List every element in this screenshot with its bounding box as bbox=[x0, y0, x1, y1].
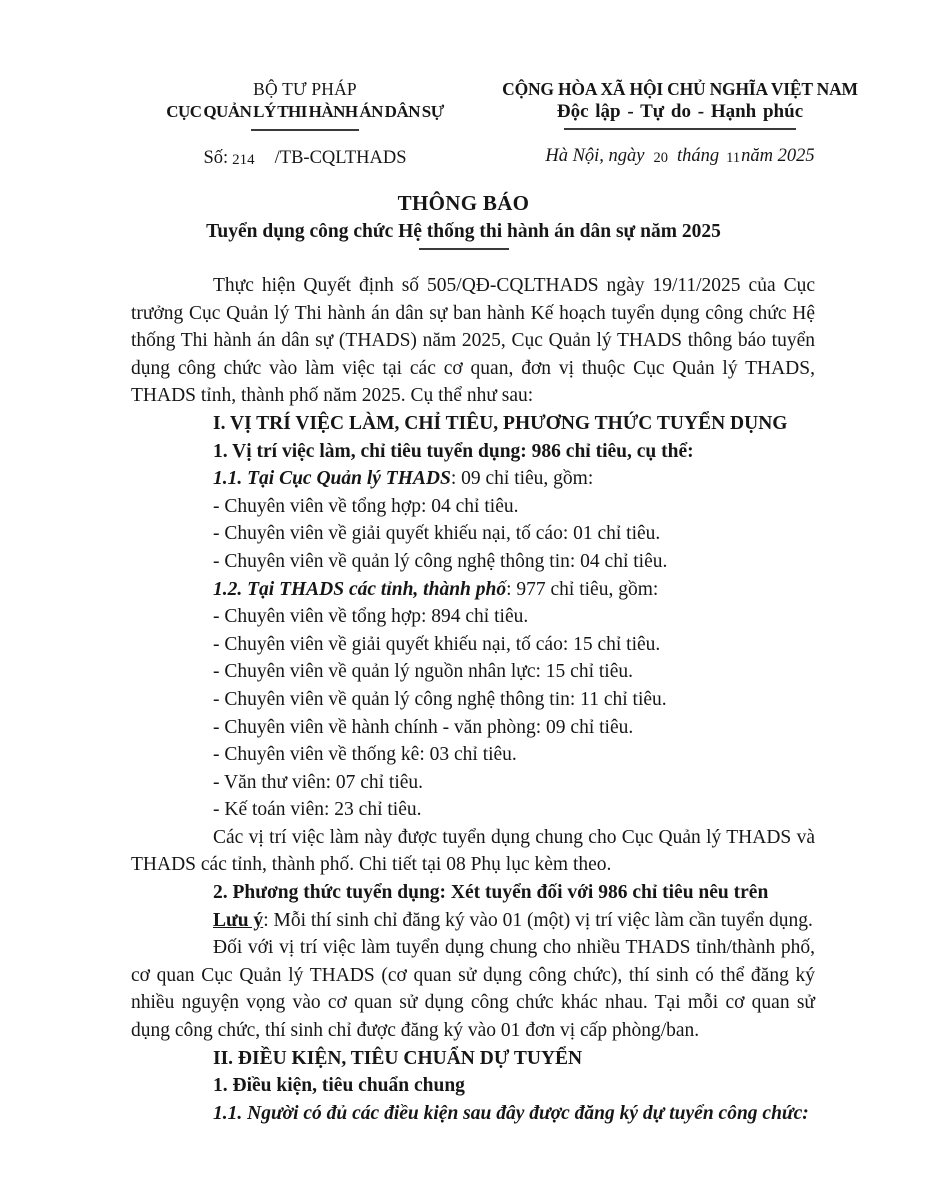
section-1-heading: I. VỊ TRÍ VIỆC LÀM, CHỈ TIÊU, PHƯƠNG THỨC TUYỂN DỤNG bbox=[213, 412, 788, 434]
quota-item: - Chuyên viên về hành chính - văn phòng: 09 chỉ tiêu. bbox=[213, 716, 634, 738]
title-separator bbox=[419, 248, 509, 250]
section-1-point-2-heading: 2. Phương thức tuyển dụng: Xét tuyển đối với 986 chỉ tiêu nêu trên bbox=[213, 882, 769, 904]
quota-item: - Chuyên viên về quản lý công nghệ thông tin: 04 chỉ tiêu. bbox=[213, 550, 668, 572]
note-paragraph bbox=[131, 907, 815, 935]
date-year: năm 2025 bbox=[741, 146, 815, 166]
national-header-block bbox=[480, 78, 880, 169]
doc-number-label: Số: bbox=[203, 148, 229, 168]
quota-item: - Chuyên viên về thống kê: 03 chỉ tiêu. bbox=[213, 744, 517, 766]
quota-item: - Kế toán viên: 23 chỉ tiêu. bbox=[213, 799, 422, 821]
notice-title: THÔNG BÁO bbox=[397, 191, 530, 215]
quota-item: - Chuyên viên về tổng hợp: 894 chỉ tiêu. bbox=[213, 606, 529, 628]
section-2-heading: II. ĐIỀU KIỆN, TIÊU CHUẨN DỰ TUYỂN bbox=[213, 1047, 583, 1069]
national-title: CỘNG HÒA XÃ HỘI CHỦ NGHĨA VIỆT NAM bbox=[502, 79, 858, 99]
date-prefix: Hà Nội, ngày bbox=[545, 146, 645, 166]
issuing-agency-block bbox=[135, 78, 475, 169]
subsection-1-2-label: 1.2. Tại THADS các tỉnh, thành phố bbox=[213, 578, 507, 600]
doc-number-suffix: /TB-CQLTHADS bbox=[274, 148, 407, 168]
quota-item: - Chuyên viên về quản lý công nghệ thông tin: 11 chỉ tiêu. bbox=[213, 688, 667, 710]
notice-subtitle: Tuyển dụng công chức Hệ thống thi hành án dân sự năm 2025 bbox=[206, 221, 721, 242]
subsection-1-1-label: 1.1. Tại Cục Quản lý THADS bbox=[213, 468, 451, 490]
agency-underline bbox=[251, 129, 359, 131]
multi-wish-paragraph: Đối với vị trí việc làm tuyển dụng chung cho nhiều THADS tỉnh/thành phố, cơ quan Cục Quản lý THADS (cơ quan sử dụng công chức), thí sinh có thể đăng ký nhiều nguyện vọng vào cơ quan sử dụng công chức khác nhau. Tại mỗi cơ quan sử dụng công chức, thí sinh chỉ được đăng ký vào 01 đơn vị cấp phòng/ban. bbox=[131, 937, 815, 1042]
national-motto: Độc lập - Tự do - Hạnh phúc bbox=[556, 101, 804, 122]
motto-underline bbox=[564, 128, 796, 130]
note-label: Lưu ý bbox=[213, 909, 264, 931]
agency-name: CỤC QUẢN LÝ THI HÀNH ÁN DÂN SỰ bbox=[166, 102, 444, 121]
ministry-name: BỘ TƯ PHÁP bbox=[253, 79, 357, 99]
intro-paragraph: Thực hiện Quyết định số 505/QĐ-CQLTHADS ngày 19/11/2025 của Cục trưởng Cục Quản lý Thi hành án dân sự ban hành Kế hoạch tuyển dụng công chức Hệ thống Thi hành án dân sự (THADS) năm 2025, Cục Quản lý THADS thông báo tuyển dụng công chức vào làm việc tại các cơ quan, đơn vị thuộc Cục Quản lý THADS, THADS tỉnh, thành phố năm 2025. Cụ thể như sau: bbox=[131, 275, 815, 407]
quota-item: - Chuyên viên về giải quyết khiếu nại, tố cáo: 15 chỉ tiêu. bbox=[213, 633, 661, 655]
quota-item: - Chuyên viên về tổng hợp: 04 chỉ tiêu. bbox=[213, 495, 519, 517]
quota-item: - Văn thư viên: 07 chỉ tiêu. bbox=[213, 771, 424, 793]
summary-paragraph: Các vị trí việc làm này được tuyển dụng chung cho Cục Quản lý THADS và THADS các tỉnh, thành phố. Chi tiết tại 08 Phụ lục kèm theo. bbox=[131, 826, 815, 876]
section-2-point-1-heading: 1. Điều kiện, tiêu chuẩn chung bbox=[213, 1075, 465, 1097]
date-month: 11 bbox=[726, 150, 741, 166]
subsection-1-1-rest: : 09 chỉ tiêu, gồm: bbox=[450, 468, 594, 490]
quota-item: - Chuyên viên về quản lý nguồn nhân lực: 15 chỉ tiêu. bbox=[213, 661, 633, 683]
document-header bbox=[0, 0, 927, 169]
document-number-line bbox=[135, 148, 475, 169]
subsection-1-2-rest: : 977 chỉ tiêu, gồm: bbox=[506, 578, 659, 600]
date-day: 20 bbox=[653, 150, 669, 166]
place-date-line bbox=[480, 146, 880, 167]
subsection-2-1-1-heading: 1.1. Người có đủ các điều kiện sau đây được đăng ký dự tuyển công chức: bbox=[213, 1102, 809, 1124]
subsection-1-1-heading bbox=[131, 465, 815, 493]
title-block bbox=[0, 190, 927, 250]
date-month-label: tháng bbox=[677, 146, 720, 166]
note-rest: : Mỗi thí sinh chỉ đăng ký vào 01 (một) vị trí việc làm cần tuyển dụng. bbox=[263, 909, 813, 931]
document-body bbox=[131, 272, 815, 1127]
subsection-1-2-heading bbox=[131, 576, 815, 604]
section-1-point-1-heading: 1. Vị trí việc làm, chỉ tiêu tuyển dụng: 986 chỉ tiêu, cụ thể: bbox=[213, 440, 694, 462]
quota-item: - Chuyên viên về giải quyết khiếu nại, tố cáo: 01 chỉ tiêu. bbox=[213, 523, 661, 545]
doc-number-value: 214 bbox=[232, 152, 255, 168]
